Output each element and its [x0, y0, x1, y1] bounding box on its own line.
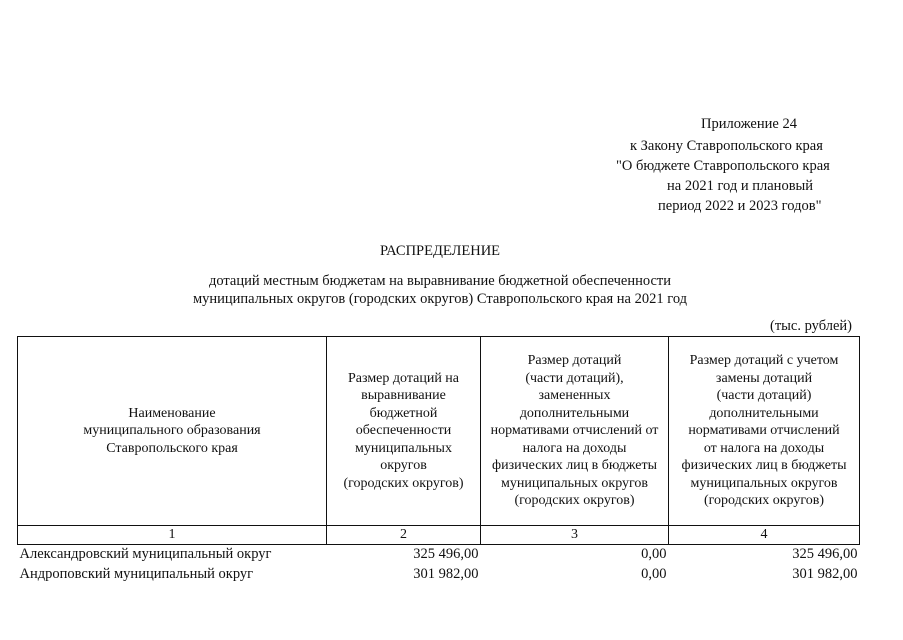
- subsidy-amount: 325 496,00: [413, 546, 479, 563]
- header-text-line: (части дотаций): [716, 388, 812, 404]
- header-text-line: Размер дотаций с учетом: [689, 353, 839, 369]
- header-text-line: выравнивание: [361, 388, 446, 404]
- header-text-line: нормативами отчислений от: [490, 423, 659, 439]
- header-text-line: муниципальных округов: [500, 475, 649, 491]
- header-municipality-name: [18, 337, 327, 526]
- header-text-line: (городских округов): [514, 493, 635, 509]
- subsidy-after-replacement: 301 982,00: [792, 566, 858, 583]
- appendix-law-title-2: на 2021 год и плановый: [667, 178, 814, 194]
- header-text-line: муниципальных округов: [690, 475, 838, 491]
- header-text-line: дополнительными: [519, 405, 630, 421]
- header-text-line: физических лиц в бюджеты: [492, 458, 657, 474]
- column-number: 2: [327, 526, 481, 545]
- appendix-law-reference: к Закону Ставропольского края: [630, 138, 823, 154]
- municipality-name: Андроповский муниципальный округ: [19, 566, 254, 583]
- table-row: [18, 565, 860, 585]
- header-text-line: нормативами отчислений: [688, 423, 840, 439]
- appendix-note: [600, 114, 860, 216]
- header-subsidy-amount: [327, 337, 481, 526]
- column-number: 4: [669, 526, 860, 545]
- municipality-name: Александровский муниципальный округ: [19, 546, 272, 563]
- header-text-line: замененных: [538, 388, 611, 404]
- header-text-line: налога на доходы: [522, 440, 627, 456]
- document-subtitle-line1: дотаций местным бюджетам на выравнивание бюджетной обеспеченности: [208, 273, 672, 289]
- subsidy-amount: 301 982,00: [413, 566, 479, 583]
- header-text-line: физических лиц в бюджеты: [681, 458, 847, 474]
- header-text-line: замены дотаций: [715, 370, 813, 386]
- header-text-line: округов: [380, 458, 427, 474]
- header-text-line: Размер дотаций на: [347, 370, 460, 386]
- replaced-subsidy: 0,00: [641, 546, 667, 563]
- header-text-line: (городских округов): [703, 493, 825, 509]
- header-replaced-subsidy: [481, 337, 669, 526]
- table-header-row: [18, 337, 860, 526]
- header-text-line: (части дотаций),: [525, 370, 624, 386]
- header-text-line: обеспеченности: [355, 423, 452, 439]
- replaced-subsidy: 0,00: [641, 566, 667, 583]
- header-text-line: от налога на доходы: [703, 440, 825, 456]
- column-number-row: [18, 526, 860, 545]
- header-text-line: Наименование: [128, 405, 216, 421]
- header-text-line: дополнительными: [709, 405, 819, 421]
- distribution-table: [17, 336, 860, 585]
- header-text-line: муниципальных: [355, 440, 452, 456]
- column-number: 1: [18, 526, 327, 545]
- appendix-law-title-1: "О бюджете Ставропольского края: [616, 158, 830, 174]
- document-subtitle-line2: муниципальных округов (городских округов) Ставропольского края на 2021 год: [192, 291, 688, 307]
- column-number: 3: [481, 526, 669, 545]
- header-text-line: муниципального образования: [83, 423, 261, 439]
- header-subsidy-after-replacement: [669, 337, 860, 526]
- document-title: РАСПРЕДЕЛЕНИЕ: [379, 243, 501, 259]
- header-text-line: (городских округов): [343, 475, 464, 491]
- table-row: [18, 545, 860, 566]
- header-text-line: Размер дотаций: [527, 353, 622, 369]
- units-label: (тыс. рублей): [770, 318, 852, 334]
- appendix-law-title-3: период 2022 и 2023 годов": [658, 198, 822, 214]
- header-text-line: Ставропольского края: [106, 440, 238, 456]
- subsidy-after-replacement: 325 496,00: [792, 546, 858, 563]
- header-text-line: бюджетной: [369, 405, 438, 421]
- appendix-number: Приложение 24: [701, 116, 797, 132]
